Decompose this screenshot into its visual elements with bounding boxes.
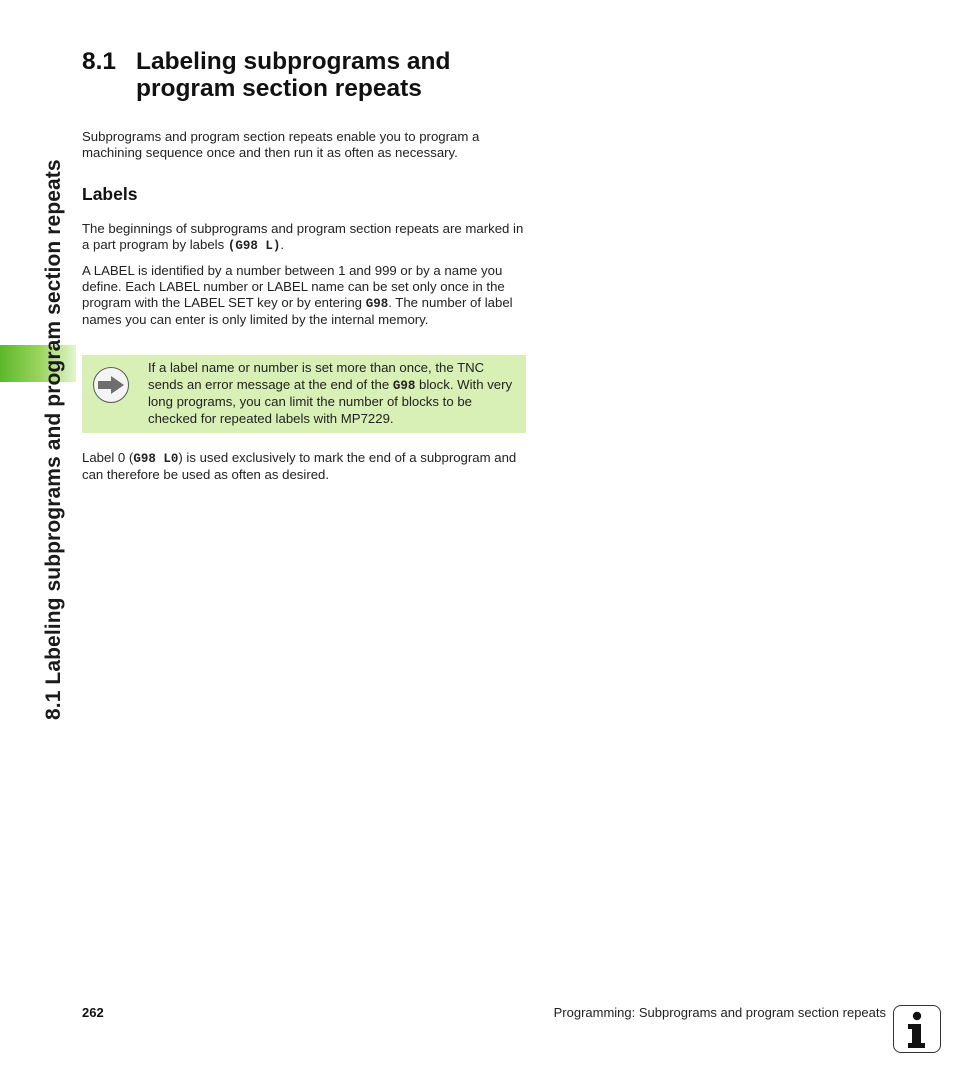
- labels-p1-text: The beginnings of subprograms and program section repeats are marked in a part program by labels: [82, 221, 524, 252]
- note-code: G98: [392, 378, 416, 393]
- title-line-2: program section repeats: [136, 75, 422, 102]
- labels-p2-code: G98: [365, 297, 389, 311]
- note-text-end: block. With very long programs, you can limit the number of blocks to be checked for repeated labels with MP7229.: [148, 376, 513, 426]
- note-text: [148, 360, 520, 427]
- labels-heading: Labels: [82, 184, 138, 204]
- section-number: 8.1: [82, 48, 117, 75]
- intro-paragraph: Subprograms and program section repeats enable you to program a machining sequence once and then run it as often as necessary.: [82, 129, 480, 160]
- labels-p2-tail: . The number of label names you can enter is only limited by the internal memory.: [82, 295, 513, 327]
- page-number: 262: [82, 1005, 104, 1020]
- arrow-right-icon: [93, 367, 129, 403]
- labels-p2-text: A LABEL is identified by a number between 1 and 999 or by a name you define. Each LABEL number or LABEL name can be set only once in the program with the LABEL SET key or by entering: [82, 263, 505, 310]
- labels-paragraph-1: [82, 221, 527, 254]
- labels-p3-text: Label 0 (: [82, 450, 134, 465]
- labels-paragraph-2: [82, 263, 527, 328]
- info-icon[interactable]: [893, 1005, 941, 1053]
- labels-paragraph-3: [82, 450, 527, 483]
- title-line-1: Labeling subprograms and: [136, 48, 451, 75]
- page-title: [82, 48, 542, 102]
- labels-p1-tail: .: [280, 237, 285, 252]
- labels-p3-tail: ) is used exclusively to mark the end of a subprogram and can therefore be used as often as desired.: [82, 450, 517, 482]
- note-box: [82, 355, 526, 433]
- sidebar-chapter-title: 8.1 Labeling subprograms and program section repeats: [42, 159, 65, 720]
- note-text-start: If a label name or number is set more than once, the TNC sends an error message at the end of the: [148, 360, 485, 392]
- footer-chapter-title: Programming: Subprograms and program section repeats: [553, 1005, 886, 1020]
- labels-p1-code: (G98 L): [227, 239, 281, 253]
- labels-p3-code: G98 L0: [133, 452, 179, 466]
